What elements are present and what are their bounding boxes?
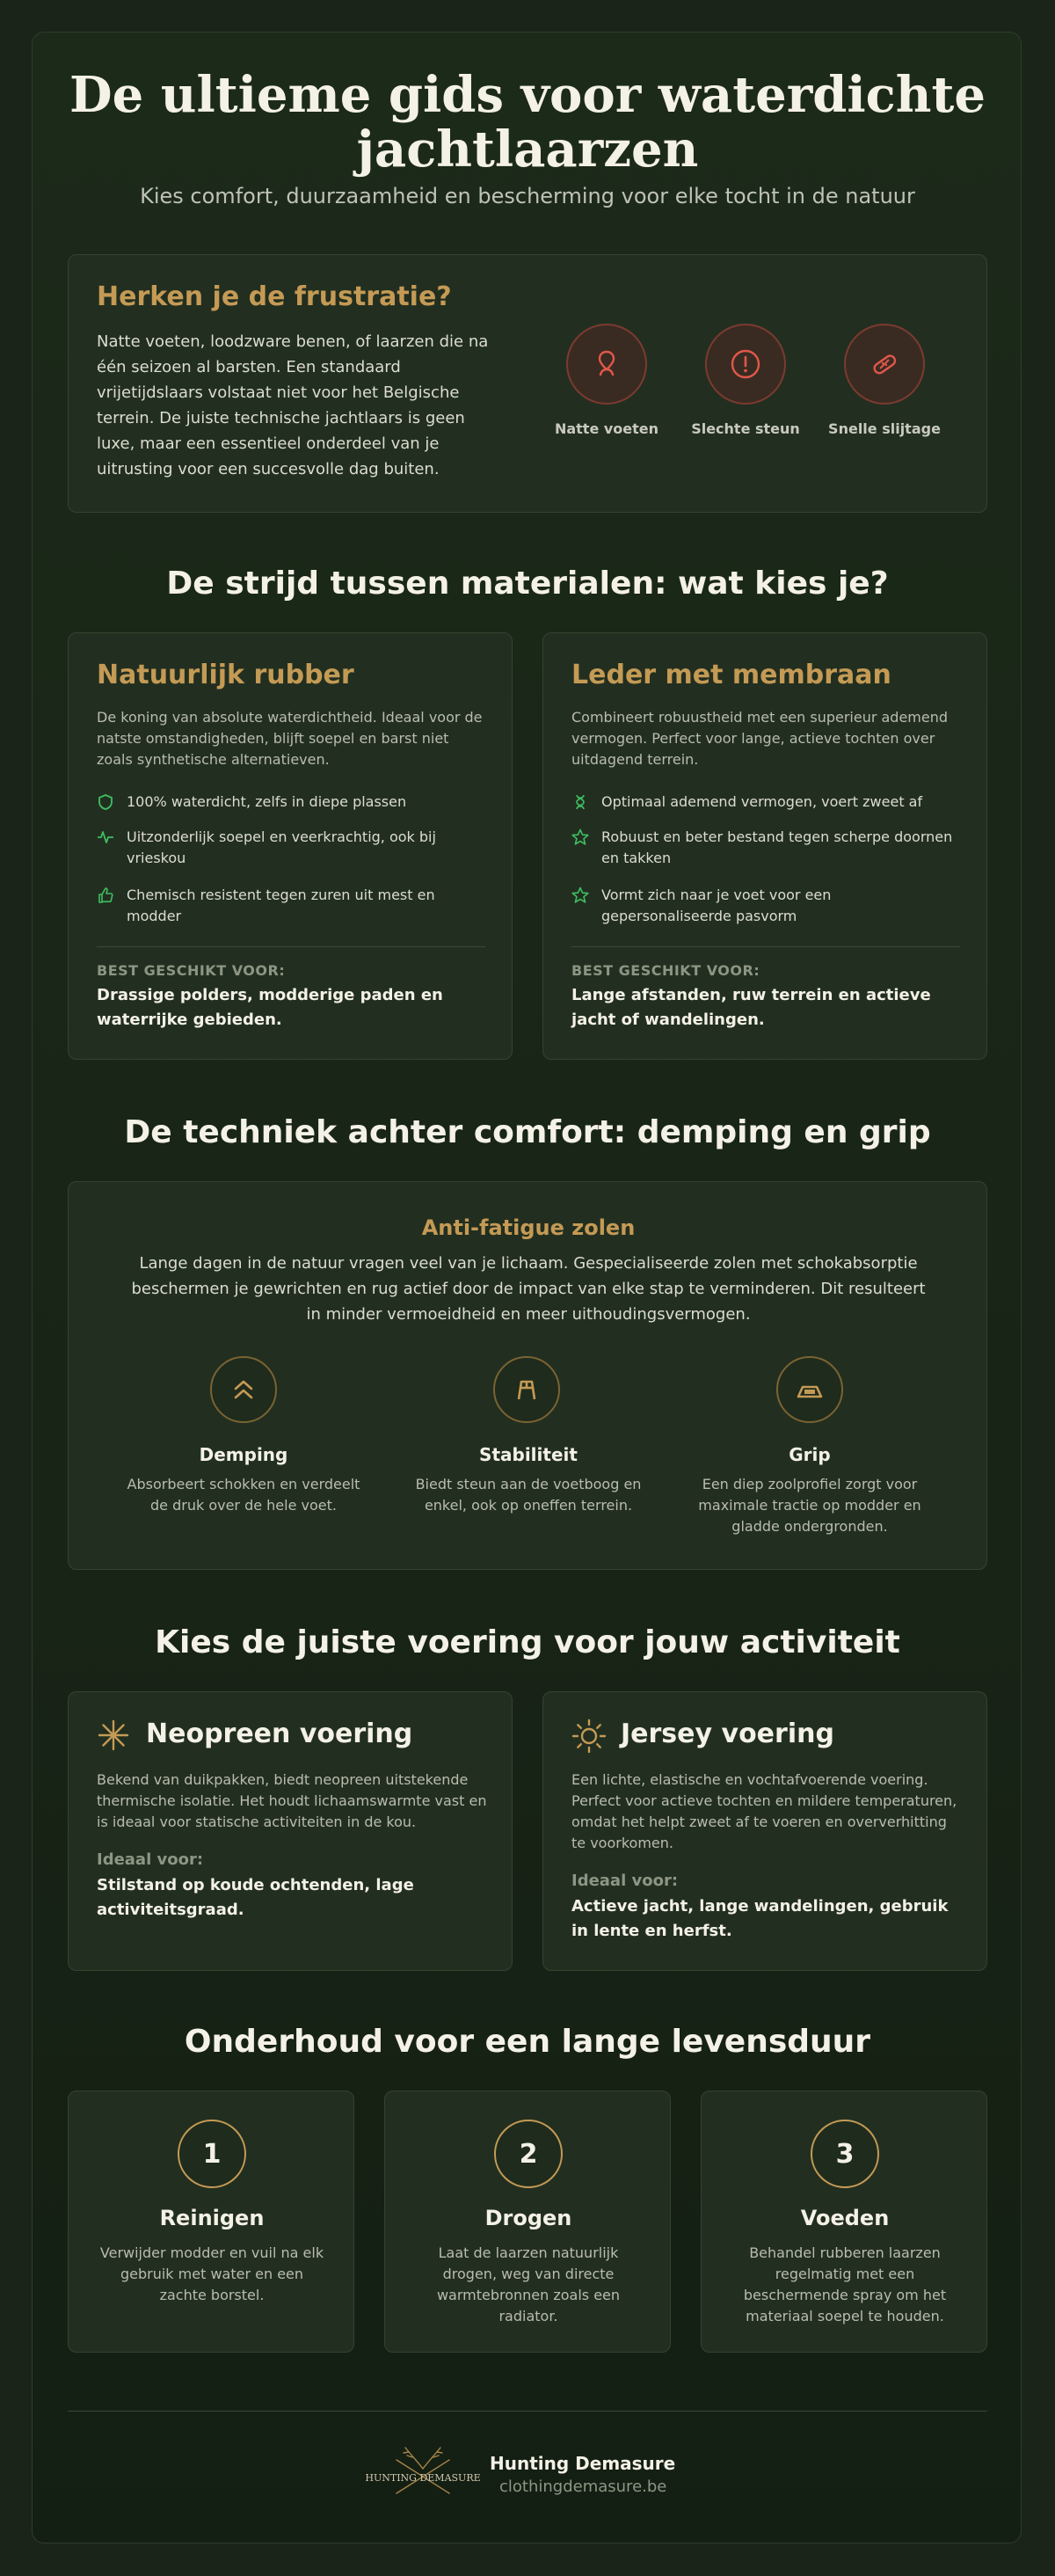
step-text: Behandel rubberen laarzen regelmatig met een beschermende spray om het materiaal soepel te houden. xyxy=(743,2244,947,2324)
lining-text-neoprene: Bekend van duikpakken, biedt neopreen uitstekende thermische isolatie. Het houdt lichaamswarmte vast en is ideaal voor statische activiteiten in de kou. xyxy=(97,1771,487,1830)
lining-title-neoprene: Neopreen voering xyxy=(146,1719,413,1749)
best-for-value: Drassige polders, modderige paden en waterrijke gebieden. xyxy=(97,986,443,1029)
footer-website-link[interactable]: clothingdemasure.be xyxy=(499,2477,667,2496)
chevrons-up-icon xyxy=(210,1356,277,1423)
brand-logo xyxy=(365,2442,481,2504)
material-title-leather: Leder met membraan xyxy=(571,660,891,690)
sun-icon xyxy=(571,1719,607,1754)
ideal-value: Stilstand op koude ochtenden, lage activiteitsgraad. xyxy=(97,1876,414,1919)
logo-text: HUNTING DEMASURE xyxy=(365,2472,481,2484)
feature-text: Uitzonderlijk soepel en veerkrachtig, ook bij vrieskou xyxy=(127,828,436,866)
frustration-label-wet-feet: Natte voeten xyxy=(554,420,659,437)
material-card-leather xyxy=(542,632,987,1060)
step-text: Verwijder modder en vuil na elk gebruik met water en een zachte borstel. xyxy=(99,2244,324,2303)
frustration-label-wear: Snelle slijtage xyxy=(828,420,941,437)
lining-card-jersey xyxy=(542,1691,987,1971)
step-text: Laat de laarzen natuurlijk drogen, weg van directe warmtebronnen zoals een radiator. xyxy=(436,2244,621,2324)
step-title: Reinigen xyxy=(159,2206,265,2230)
pulse-icon xyxy=(97,828,114,846)
feature-item xyxy=(571,827,964,869)
ideal-label: Ideaal voor: xyxy=(97,1850,204,1869)
best-for-label: BEST GESCHIKT VOOR: xyxy=(571,962,760,979)
feature-item xyxy=(97,885,489,927)
feature-item xyxy=(571,792,964,813)
lining-card-neoprene xyxy=(68,1691,513,1971)
footer-divider xyxy=(68,2411,987,2412)
technique-desc-damping: Absorbeert schokken en verdeelt de druk over de hele voet. xyxy=(127,1476,360,1514)
technique-title-grip: Grip xyxy=(789,1444,831,1465)
maintenance-step xyxy=(68,2091,354,2353)
step-number: 3 xyxy=(811,2120,879,2188)
feature-item xyxy=(571,885,964,927)
frustration-card xyxy=(68,254,987,513)
technique-desc-grip: Een diep zoolprofiel zorgt voor maximale tractie op modder en gladde ondergronden. xyxy=(698,1476,921,1535)
material-intro-rubber: De koning van absolute waterdichtheid. Ideaal voor de natste omstandigheden, blijft soepel en barst niet zoals synthetische alternatieven. xyxy=(97,709,483,768)
lining-text-jersey: Een lichte, elastische en vochtafvoerende voering. Perfect voor actieve tochten en mildere temperaturen, omdat het helpt zweet af te voeren en oververhitting te voorkomen. xyxy=(571,1771,957,1851)
warning-icon xyxy=(705,324,786,405)
feature-item xyxy=(97,792,489,813)
material-title-rubber: Natuurlijk rubber xyxy=(97,660,354,690)
feature-text: Optimaal ademend vermogen, voert zweet af xyxy=(601,793,923,810)
logo-icon xyxy=(365,2442,481,2504)
arch-icon xyxy=(493,1356,560,1423)
sole-icon xyxy=(776,1356,843,1423)
feature-text: Robuust en beter bestand tegen scherpe doornen en takken xyxy=(601,828,953,866)
frustration-label-support: Slechte steun xyxy=(691,420,800,437)
infographic-page xyxy=(32,32,1022,2543)
feature-item xyxy=(97,827,489,869)
dna-icon xyxy=(571,793,589,811)
materials-heading: De strijd tussen materialen: wat kies je? xyxy=(166,566,889,602)
maintenance-step xyxy=(384,2091,671,2353)
feature-text: Chemisch resistent tegen zuren uit mest en modder xyxy=(127,887,435,924)
wet-feet-icon xyxy=(566,324,647,405)
lining-heading: Kies de juiste voering voor jouw activiteit xyxy=(155,1624,900,1660)
footer-brand: Hunting Demasure xyxy=(490,2453,676,2474)
ideal-label: Ideaal voor: xyxy=(571,1872,679,1890)
thumbs-up-icon xyxy=(97,887,114,904)
maintenance-step xyxy=(701,2091,987,2353)
frustration-title: Herken je de frustratie? xyxy=(97,281,452,312)
ideal-value: Actieve jacht, lange wandelingen, gebruik in lente en herfst. xyxy=(571,1897,949,1940)
step-title: Voeden xyxy=(800,2206,890,2230)
feature-text: Vormt zich naar je voet voor een gepersonaliseerde pasvorm xyxy=(601,887,832,924)
technique-desc-stability: Biedt steun aan de voetboog en enkel, ook op oneffen terrein. xyxy=(415,1476,642,1514)
frustration-text: Natte voeten, loodzware benen, of laarzen die na één seizoen al barsten. Een standaard vrijetijdslaars volstaat niet voor het Belgische terrein. De juiste technische jachtlaars is geen luxe, maar een essentieel onderdeel van je uitrusting voor een succesvolle dag buiten. xyxy=(97,332,489,478)
card-divider xyxy=(571,946,960,947)
material-intro-leather: Combineert robuustheid met een superieur ademend vermogen. Perfect voor lange, actieve tochten over uitdagend terrein. xyxy=(571,709,949,768)
broken-bandage-icon xyxy=(844,324,925,405)
technique-title-stability: Stabiliteit xyxy=(479,1444,578,1465)
star-icon xyxy=(571,828,589,846)
maintenance-heading: Onderhoud voor een lange levensduur xyxy=(184,2024,871,2060)
step-number: 2 xyxy=(494,2120,563,2188)
technique-heading: De techniek achter comfort: demping en grip xyxy=(124,1114,931,1150)
shield-icon xyxy=(97,793,114,811)
step-number: 1 xyxy=(178,2120,246,2188)
material-card-rubber xyxy=(68,632,513,1060)
technique-subtitle: Anti-fatigue zolen xyxy=(421,1215,636,1240)
lining-title-jersey: Jersey voering xyxy=(621,1719,834,1749)
card-divider xyxy=(97,946,485,947)
step-title: Drogen xyxy=(484,2206,572,2230)
technique-card xyxy=(68,1181,987,1570)
snowflake-icon xyxy=(97,1719,130,1752)
technique-text: Lange dagen in de natuur vragen veel van je lichaam. Gespecialiseerde zolen met schokabsorptie beschermen je gewrichten en rug actief door de impact van elke stap te verminderen. Dit resulteert in minder vermoeidheid en meer uithoudingsvermogen. xyxy=(131,1254,926,1324)
technique-title-damping: Demping xyxy=(199,1444,288,1465)
star-icon xyxy=(571,887,589,904)
best-for-label: BEST GESCHIKT VOOR: xyxy=(97,962,286,979)
best-for-value: Lange afstanden, ruw terrein en actieve jacht of wandelingen. xyxy=(571,986,931,1029)
feature-text: 100% waterdicht, zelfs in diepe plassen xyxy=(127,793,407,810)
page-subtitle: Kies comfort, duurzaamheid en bescherming voor elke tocht in de natuur xyxy=(140,184,915,208)
page-title: De ultieme gids voor waterdichte jachtlaarzen xyxy=(69,66,986,179)
